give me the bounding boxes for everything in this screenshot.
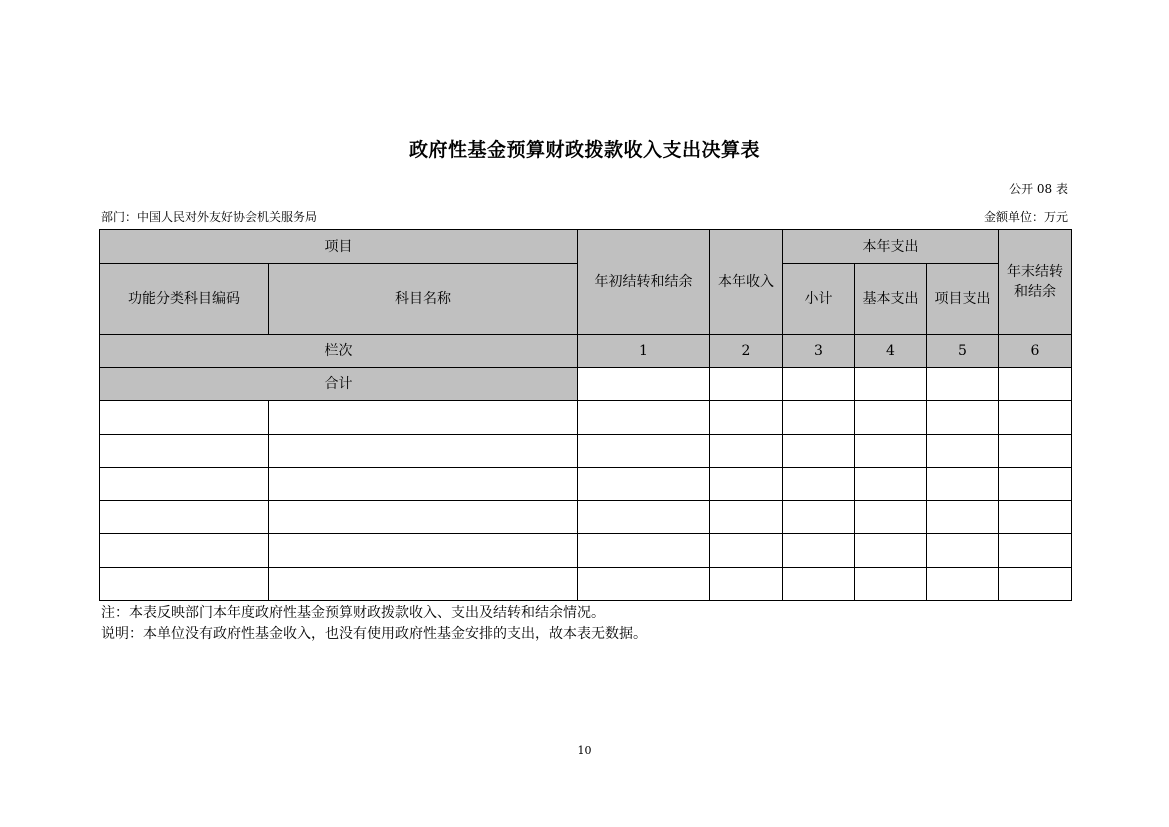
table-cell [855,468,927,501]
table-cell [927,435,999,468]
table-explanation: 说明：本单位没有政府性基金收入，也没有使用政府性基金安排的支出，故本表无数据。 [101,626,647,642]
table-cell [783,401,855,435]
column-number-row [100,335,1072,368]
table-cell [269,468,578,501]
header-item: 项目 [100,230,578,264]
table-cell [855,568,927,601]
table-cell [999,534,1072,568]
table-row [100,435,1072,468]
table-cell [783,435,855,468]
table-row [100,568,1072,601]
page-number: 10 [577,744,592,757]
header-basic: 基本支出 [855,264,927,335]
table-cell [269,568,578,601]
table-cell [783,568,855,601]
header-name: 科目名称 [269,264,578,335]
table-cell [100,534,269,568]
table-cell [927,568,999,601]
header-begin-balance: 年初结转和结余 [578,230,710,335]
header-code: 功能分类科目编码 [100,264,269,335]
form-code: 公开 08 表 [1009,182,1068,196]
header-subtotal: 小计 [783,264,855,335]
table-cell [927,468,999,501]
table-cell [100,568,269,601]
column-number-1: 1 [578,335,710,368]
total-label: 合计 [100,368,578,401]
table-cell [927,368,999,401]
table-cell [999,435,1072,468]
header-end-balance: 年末结转和结余 [999,230,1072,335]
table-cell [855,435,927,468]
table-row [100,501,1072,534]
report-title: 政府性基金预算财政拨款收入支出决算表 [408,139,760,161]
table-cell [999,568,1072,601]
table-cell [783,368,855,401]
header-income: 本年收入 [710,230,783,335]
total-row [100,368,1072,401]
table-cell [710,568,783,601]
table-note: 注：本表反映部门本年度政府性基金预算财政拨款收入、支出及结转和结余情况。 [101,605,605,621]
table-cell [578,468,710,501]
column-number-6: 6 [999,335,1072,368]
table-cell [710,435,783,468]
column-number-5: 5 [927,335,999,368]
table-cell [855,401,927,435]
table-cell [100,401,269,435]
header-expense: 本年支出 [783,230,999,264]
table-cell [999,468,1072,501]
header-row-1 [100,230,1072,264]
table-cell [100,468,269,501]
table-cell [855,534,927,568]
department-label: 部门：中国人民对外友好协会机关服务局 [101,210,318,224]
column-number-2: 2 [710,335,783,368]
table-row [100,468,1072,501]
table-cell [999,368,1072,401]
table-cell [269,534,578,568]
table-cell [578,435,710,468]
table-cell [578,368,710,401]
table-cell [710,368,783,401]
table-cell [578,534,710,568]
table-cell [783,501,855,534]
table-row [100,401,1072,435]
table-cell [710,534,783,568]
table-row [100,534,1072,568]
table-cell [100,435,269,468]
notes-block [101,603,647,645]
fund-budget-table [99,229,1072,601]
table-cell [710,468,783,501]
table-cell [269,401,578,435]
table-cell [269,435,578,468]
table-cell [269,501,578,534]
table-cell [783,534,855,568]
header-project: 项目支出 [927,264,999,335]
column-number-label: 栏次 [100,335,578,368]
table-cell [855,368,927,401]
column-number-3: 3 [783,335,855,368]
table-cell [578,568,710,601]
table-cell [710,501,783,534]
table-cell [927,401,999,435]
table-cell [100,501,269,534]
table-cell [855,501,927,534]
table-cell [578,501,710,534]
table-cell [710,401,783,435]
column-number-4: 4 [855,335,927,368]
table-cell [999,501,1072,534]
table-cell [578,401,710,435]
table-cell [783,468,855,501]
table-cell [927,501,999,534]
table-cell [999,401,1072,435]
table-cell [927,534,999,568]
amount-unit-label: 金额单位：万元 [983,210,1068,224]
